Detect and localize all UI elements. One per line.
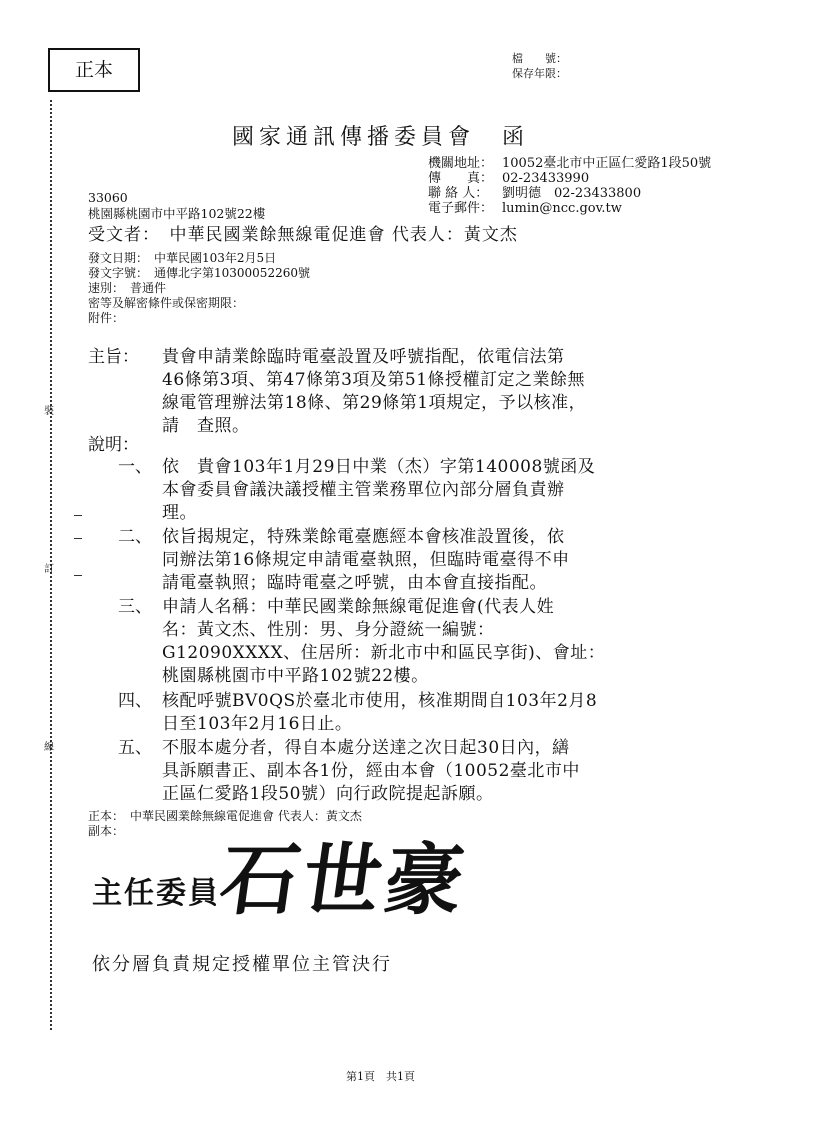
recipient: 受文者： 中華民國業餘無線電促進會 代表人：黃文杰 (88, 225, 518, 245)
item-number: 一、 (118, 457, 152, 477)
binding-tick (74, 538, 82, 539)
explanation-line: 核配呼號BV0QS於臺北市使用，核准期間自103年2月8 (162, 691, 598, 711)
recipient-postal-code: 33060 (88, 190, 128, 205)
explanation-line: 同辦法第16條規定申請電臺執照，但臨時電臺得不申 (162, 550, 570, 570)
binding-tick (74, 515, 82, 516)
agency-email: lumin@ncc.gov.tw (502, 201, 622, 216)
document-title: 國家通訊傳播委員會 函 (232, 125, 530, 150)
explanation-line: 依旨揭規定，特殊業餘電臺應經本會核准設置後，依 (162, 527, 565, 547)
delivery-speed: 速別： 普通件 (88, 281, 167, 295)
agency-email-row (428, 197, 622, 216)
agency-fax-label: 傳 真： (428, 171, 494, 186)
delegation-note: 依分層負責規定授權單位主管決行 (92, 954, 392, 975)
item-number: 五、 (118, 738, 152, 758)
item-number: 四、 (118, 691, 152, 711)
explanation-line: 日至103年2月16日止。 (162, 714, 353, 734)
issue-date: 發文日期： 中華民國103年2月5日 (88, 251, 277, 265)
agency-contact-label: 聯 絡 人： (428, 186, 489, 201)
attachment: 附件： (88, 311, 125, 325)
signatory-title: 主任委員 (92, 876, 220, 911)
original-copy-recipient: 正本： 中華民國業餘無線電促進會 代表人：黃文杰 (88, 809, 362, 823)
recipient-address: 桃園縣桃園市中平路102號22樓 (88, 206, 266, 221)
subject-label: 主旨： (88, 347, 139, 367)
item-number: 二、 (118, 527, 152, 547)
binding-tick (74, 575, 82, 576)
subject-line: 線電管理辦法第18條、第29條第1項規定，予以核准， (162, 393, 587, 413)
explanation-line: 請電臺執照；臨時電臺之呼號，由本會直接指配。 (162, 573, 547, 593)
page-number: 第1頁 共1頁 (346, 1070, 415, 1083)
file-number-label: 檔 號： (512, 52, 567, 65)
original-copy-stamp: 正本 (48, 48, 140, 92)
binding-char-mid: 訂 (44, 564, 54, 575)
explanation-label: 說明： (88, 435, 139, 455)
explanation-line: 本會委員會議決議授權主管業務單位內部分層負責辦 (162, 480, 565, 500)
explanation-line: 具訴願書正、副本各1份，經由本會（10052臺北市中 (162, 761, 580, 781)
agency-email-label: 電子郵件： (428, 201, 494, 216)
explanation-line: G12090XXXX、住居所：新北市中和區民享街)、會址： (162, 643, 606, 663)
binding-char-top: 裝 (44, 406, 54, 417)
explanation-line: 申請人名稱：中華民國業餘無線電促進會(代表人姓 (162, 597, 555, 617)
subject-line: 請 查照。 (162, 416, 250, 436)
explanation-line: 理。 (162, 503, 197, 523)
secrecy-level: 密等及解密條件或保密期限： (88, 296, 245, 310)
explanation-line: 不服本處分者，得自本處分送達之次日起30日內，繕 (162, 738, 570, 758)
document-number: 發文字號： 通傳北字第10300052260號 (88, 266, 310, 280)
explanation-line: 正區仁愛路1段50號）向行政院提起訴願。 (162, 784, 494, 804)
explanation-line: 依 貴會103年1月29日中業（杰）字第140008號函及 (162, 457, 596, 477)
subject-line: 貴會申請業餘臨時電臺設置及呼號指配，依電信法第 (162, 347, 565, 367)
explanation-line: 名：黃文杰、性別：男、身分證統一編號： (162, 620, 495, 640)
retention-period-label: 保存年限： (512, 67, 567, 80)
explanation-line: 桃園縣桃園市中平路102號22樓。 (162, 666, 429, 686)
agency-fax: 02-23433990 (502, 171, 590, 186)
item-number: 三、 (118, 597, 152, 617)
subject-line: 46條第3項、第47條第3項及第51條授權訂定之業餘無 (162, 370, 586, 390)
agency-address: 10052臺北市中正區仁愛路1段50號 (502, 156, 712, 171)
agency-contact: 劉明德 02-23433800 (502, 186, 642, 201)
binding-char-bottom: 線 (44, 742, 54, 753)
agency-address-label: 機關地址： (428, 156, 494, 171)
duplicate-copy-recipient: 副本： (88, 824, 125, 838)
signatory-signature: 石世豪 (214, 835, 474, 926)
